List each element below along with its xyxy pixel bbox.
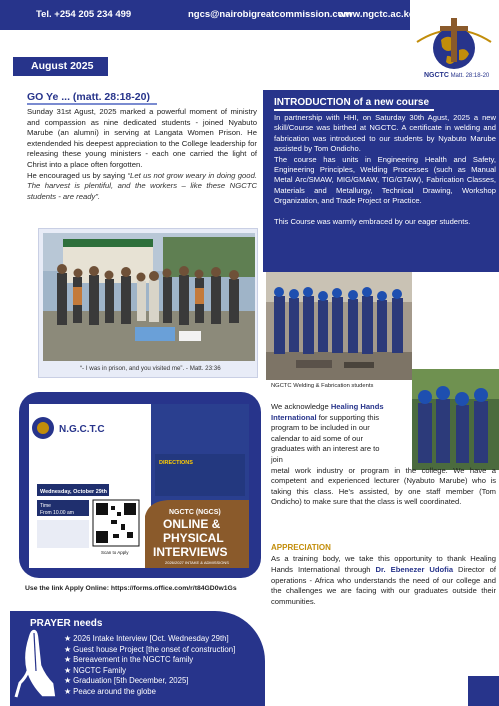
appreciation-heading: APPRECIATION: [271, 543, 331, 552]
flyer-headline-3: INTERVIEWS: [153, 545, 228, 559]
prison-visit-group-photo: [43, 233, 255, 361]
prayer-item: ★ 2026 Intake Interview [Oct. Wednesday 29th]: [64, 634, 235, 645]
prayer-title: PRAYER needs: [30, 618, 103, 629]
go-heading-underline: [27, 103, 157, 105]
go-paragraph-1: Sunday 31st Agust, 2025 marked a powerful moment of ministry and compassion as nine dedicated students - joined Nyabuto Marube (an alumni) in serving at Langata Women Prison. He extendended his deepest appreciation to the College leadership for releasing these young ministers - each one carried the light of Christ into a place often forgotten.: [27, 107, 257, 169]
flyer-time: From 10.00 am: [40, 510, 74, 516]
ack-lead: We acknowledge: [271, 402, 331, 411]
prison-photo-caption: “- I was in prison, and you visited me”. - Matt. 23:36: [80, 365, 221, 372]
flyer-headline-1: ONLINE &: [163, 517, 221, 531]
go-body: [27, 107, 257, 202]
prayer-item: ★ Graduation [5th December, 2025]: [64, 676, 235, 687]
header-website[interactable]: www.ngctc.ac.ke: [338, 9, 415, 20]
flyer-directions-title: DIRECTIONS: [159, 460, 193, 466]
intro-heading: INTRODUCTION of a new course: [274, 97, 430, 108]
flyer-scan: Scan to Apply: [101, 550, 129, 555]
intro-paragraph-3: This Course was warmly embraced by our eager students.: [274, 217, 471, 227]
flyer-subline: 2026/2027 INTAKE & ADMISSIONS: [165, 560, 229, 565]
appr-after: Director of operations - Africa who understands the need of our college and the challenges we are facing with our graduates outside their communities.: [271, 564, 496, 607]
logo-name: NGCTC: [424, 72, 449, 79]
appr-before: As a training body, we take this opportunity to thank Healing Hands International through: [271, 554, 496, 574]
issue-month: August 2025: [13, 57, 108, 76]
header-email[interactable]: ngcs@nairobigreatcommission.com: [188, 9, 352, 20]
welding-students-photo: [266, 272, 412, 380]
go-quote: “Let us not grow weary in doing good. The harvest is plentiful, and the workers – like these NGCTC students - are ready”.: [27, 170, 257, 201]
logo-caption: [424, 72, 499, 79]
header-phone: Tel. +254 205 234 499: [36, 9, 132, 20]
logo-verse: Matt. 28:18-20: [450, 73, 490, 79]
go-paragraph-2: [27, 171, 257, 203]
go-heading: GO Ye ... (matt. 28:18-20): [27, 91, 150, 103]
intro-paragraph-2: The course has units in Engineering Health and Safety, Engineering Principles, Welding Processes (such as Manual Metal Arc/SMAW, MIG/GMAW, TIG/GTAW), Fabrication Classes, Materials and Metallurgy, Technical Drawing, Workshop Organization, and Trade Project or Practice.: [274, 154, 496, 206]
ack-narrow-text: for supporting this program to be included in our calendar to aid some of our graduates with an interest are to join: [271, 412, 380, 464]
acknowledgement-body: [271, 402, 496, 508]
apply-online-link[interactable]: Use the link Apply Online: https://forms.office.com/r/t84GD0w1Gs: [25, 585, 237, 592]
flyer-time-label: Time: [40, 503, 51, 509]
prayer-item: ★ NGCTC Family: [64, 666, 235, 677]
ack-org: Healing Hands International: [271, 402, 384, 422]
flyer-headline-small: NGCTC (NGCS): [169, 509, 221, 516]
acknowledgement-intro: [271, 402, 391, 466]
intro-heading-underline: [274, 109, 434, 111]
praying-hands-icon: [12, 625, 58, 700]
flyer-headline-2: PHYSICAL: [163, 531, 224, 545]
interview-flyer: [29, 404, 249, 568]
flyer-college: N.G.C.T.C: [59, 424, 105, 435]
prayer-list: [64, 634, 235, 698]
flyer-date: Wednesday, October 29th: [40, 489, 108, 495]
corner-accent: [468, 676, 499, 706]
ack-full-text: metal work industry or program in the college. We have a competent and experienced lecturer (Nyabuto Marube) who is taking this class. He's assisted, by one staff member (Tom Ondicho) to make sure that the class is well coordinated.: [271, 465, 496, 507]
intro-body: [274, 113, 496, 227]
welding-photo-caption: NGCTC Welding & Fabrication students: [271, 383, 374, 389]
header-bar: [0, 0, 415, 30]
intro-paragraph-1: In partnership with HHI, on Saturday 30th Agust, 2025 a new skill/Course was birthed at NGCTC. A certificate in welding and fabrication was introduced to our students by Nyabuto Marube assisted by Tom Ondicho.: [274, 113, 496, 154]
prayer-item: ★ Bereavement in the NGCTC family: [64, 655, 235, 666]
appr-name: Dr. Ebenezer Udofia: [375, 564, 454, 574]
prayer-item: ★ Peace around the globe: [64, 687, 235, 698]
appreciation-body: [271, 554, 496, 608]
prayer-item: ★ Guest house Project [the onset of construction]: [64, 645, 235, 656]
go-paragraph-2-lead: He encouraged us by saying: [27, 170, 128, 180]
